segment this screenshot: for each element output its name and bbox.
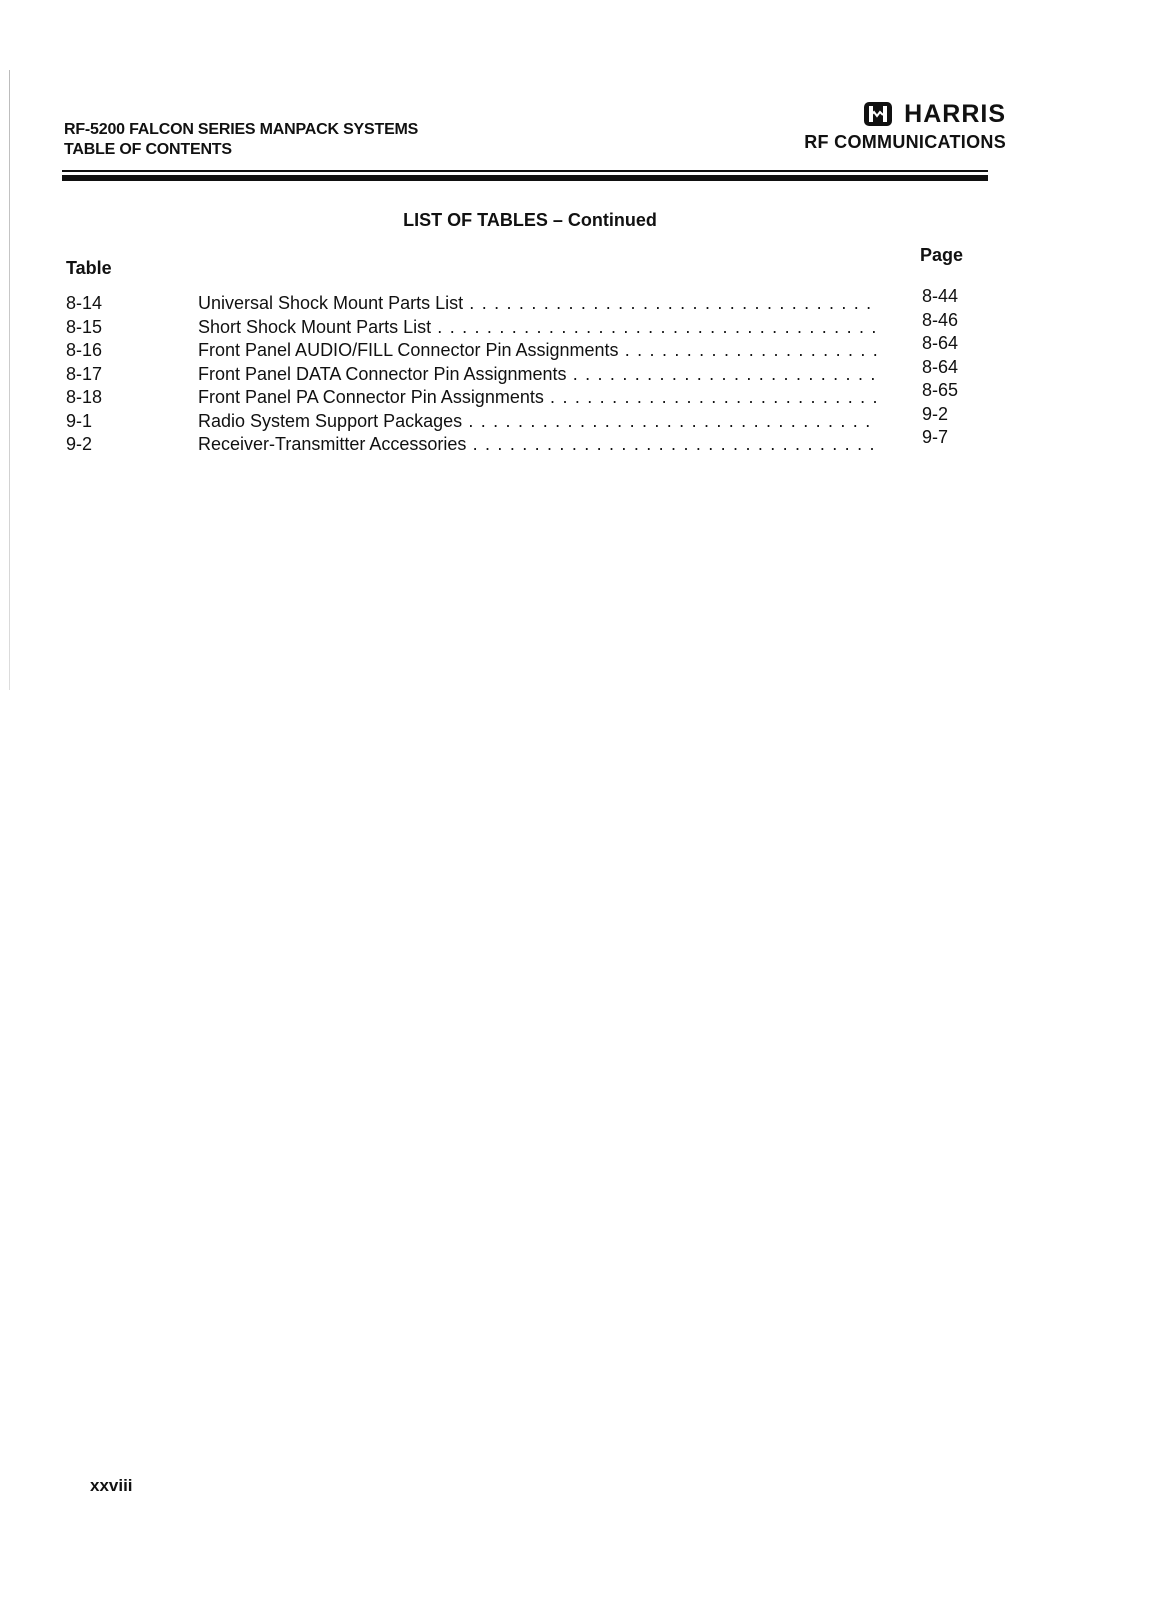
table-number: 8-18 — [66, 387, 103, 407]
brand-name: HARRIS — [904, 100, 1006, 128]
page-number-ref: 8-64 — [922, 333, 959, 353]
table-title: Front Panel AUDIO/FILL Connector Pin Assignments . . . — [198, 339, 878, 362]
page-number-ref: 9-2 — [922, 403, 949, 424]
table-title: Receiver-Transmitter Accessories . . . — [198, 433, 878, 456]
list-item[interactable] — [66, 403, 986, 434]
table-number: 8-15 — [66, 316, 103, 337]
column-header-table: Table — [66, 258, 112, 278]
list-item[interactable] — [66, 309, 986, 340]
list-item[interactable] — [66, 380, 986, 410]
table-title: Front Panel PA Connector Pin Assignments . . . — [198, 386, 878, 409]
document-header — [64, 120, 418, 160]
page-number-ref: 8-46 — [922, 309, 959, 330]
table-title: Short Shock Mount Parts List . . . — [198, 316, 878, 339]
brand-division: RF COMMUNICATIONS — [804, 132, 1006, 152]
table-number: 9-2 — [66, 434, 93, 454]
harris-logo-icon — [862, 100, 894, 128]
page-number-ref: 8-65 — [922, 380, 959, 400]
header-rule-thin — [62, 170, 988, 172]
table-title: Front Panel DATA Connector Pin Assignments . . . — [198, 363, 878, 386]
list-item[interactable] — [66, 286, 986, 316]
list-item[interactable] — [66, 427, 986, 457]
page-folio: xxviii — [90, 1476, 133, 1495]
header-rule-thick — [62, 175, 988, 181]
table-number: 8-14 — [66, 293, 103, 313]
table-number: 8-16 — [66, 340, 103, 360]
document-title: RF-5200 FALCON SERIES MANPACK SYSTEMS — [64, 121, 419, 138]
table-list — [66, 286, 986, 457]
list-item[interactable] — [66, 356, 986, 387]
page-number-ref: 9-7 — [922, 427, 949, 447]
brand-block — [804, 100, 1006, 154]
document-section: TABLE OF CONTENTS — [64, 141, 232, 158]
table-number: 8-17 — [66, 363, 103, 384]
scan-edge-line — [9, 70, 10, 690]
table-title: Radio System Support Packages . . . — [198, 410, 878, 433]
table-title: Universal Shock Mount Parts List . . . — [198, 292, 878, 315]
table-number: 9-1 — [66, 410, 93, 431]
brand-row — [804, 100, 1006, 128]
page-number-ref: 8-64 — [922, 356, 959, 377]
section-title: LIST OF TABLES – Continued — [403, 210, 657, 230]
page-number-ref: 8-44 — [922, 286, 959, 306]
list-item[interactable] — [66, 333, 986, 363]
column-header-page: Page — [920, 245, 964, 265]
